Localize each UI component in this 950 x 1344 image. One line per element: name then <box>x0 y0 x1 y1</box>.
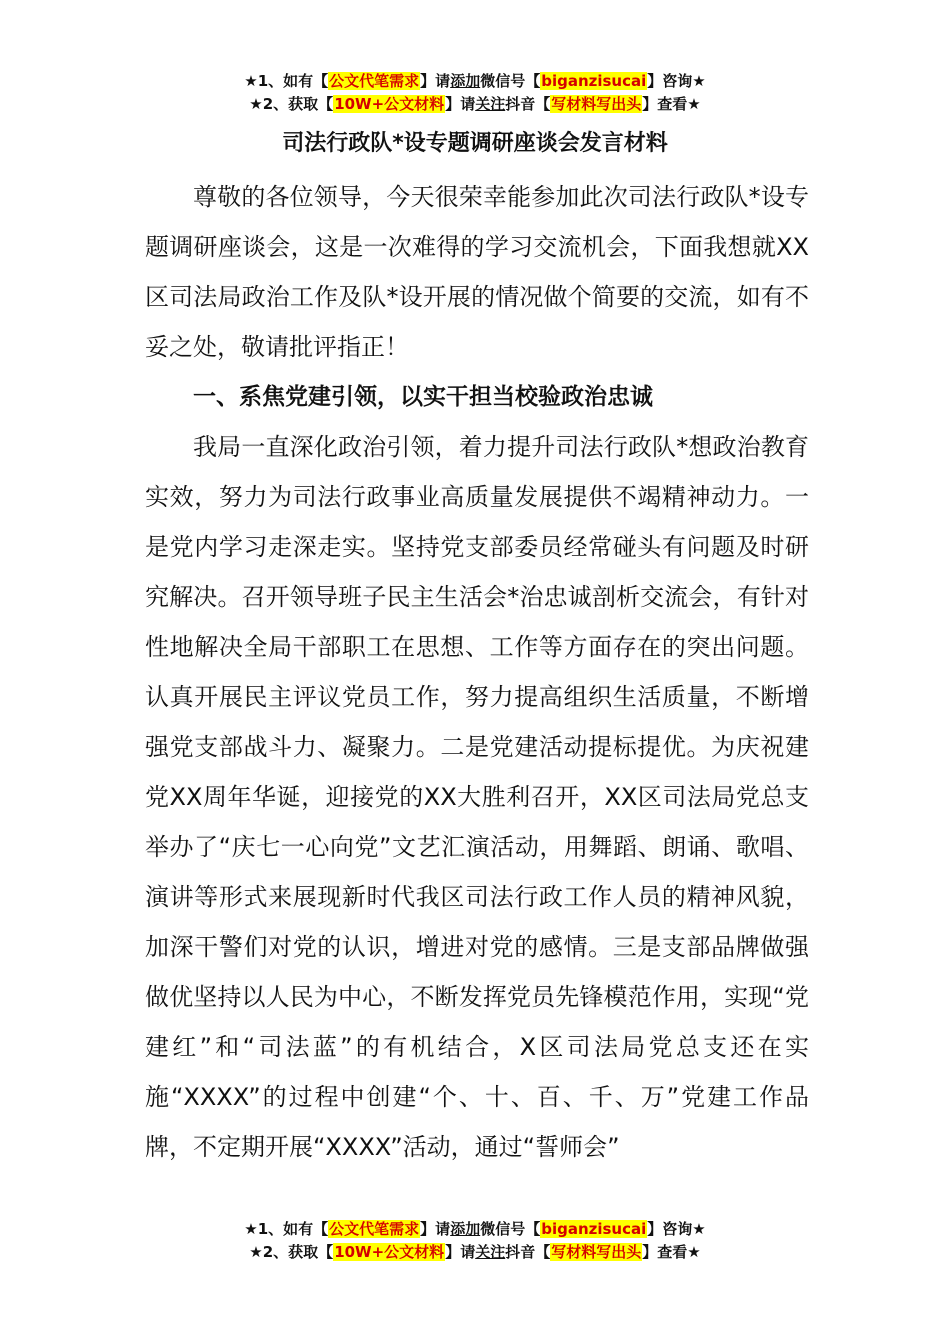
promo-text: 】请 <box>445 1243 476 1261</box>
promo-text: 】咨询★ <box>647 72 706 90</box>
promo-underline: 关注 <box>475 1243 506 1261</box>
promo-highlight: 10W+公文材料 <box>334 95 445 113</box>
promo-text: 】请 <box>420 1220 451 1238</box>
promo-text: 】查看★ <box>642 1243 701 1261</box>
promo-highlight: biganzisucai <box>541 1220 647 1238</box>
promo-highlight: biganzisucai <box>541 72 647 90</box>
promo-text: 微信号【 <box>480 1220 541 1238</box>
document-title: 司法行政队*设专题调研座谈会发言材料 <box>282 131 668 156</box>
promo-text: 】咨询★ <box>647 1220 706 1238</box>
promo-highlight: 写材料写出头 <box>551 1243 642 1261</box>
promo-underline: 添加 <box>450 72 481 90</box>
promo-text: 】查看★ <box>642 95 701 113</box>
promo-line-1 <box>0 1218 950 1241</box>
promo-line-1 <box>0 70 950 93</box>
promo-text: 微信号【 <box>480 72 541 90</box>
promo-line-2 <box>0 93 950 116</box>
promo-line-2 <box>0 1241 950 1264</box>
promo-text: 】请 <box>420 72 451 90</box>
promo-text: ★1、如有【 <box>244 1220 329 1238</box>
promo-text: 抖音【 <box>505 95 551 113</box>
promo-highlight: 公文代笔需求 <box>329 1220 420 1238</box>
promo-highlight: 公文代笔需求 <box>329 72 420 90</box>
promo-text: 】请 <box>445 95 476 113</box>
promo-banner-top <box>0 70 950 116</box>
promo-text: ★2、获取【 <box>249 95 334 113</box>
section-paragraph: 我局一直深化政治引领，着力提升司法行政队*想政治教育实效，努力为司法行政事业高质量发展提供不竭精神动力。一是党内学习走深走实。坚持党支部委员经常碰头有问题及时研究解决。召开领导班子民主生活会*治忠诚剖析交流会，有针对性地解决全局干部职工在思想、工作等方面存在的突出问题。认真开展民主评议党员工作，努力提高组织生活质量，不断增强党支部战斗力、凝聚力。二是党建活动提标提优。为庆祝建党XX周年华诞，迎接党的XX大胜利召开，XX区司法局党总支举办了“庆七一心向党”文艺汇演活动，用舞蹈、朗诵、歌唱、演讲等形式来展现新时代我区司法行政工作人员的精神风貌，加深干警们对党的认识，增进对党的感情。三是支部品牌做强做优坚持以人民为中心，不断发挥党员先锋模范作用，实现“党建红”和“司法蓝”的有机结合，X区司法局党总支还在实施“XXXX”的过程中创建“个、十、百、千、万”党建工作品牌，不定期开展“XXXX”活动，通过“誓师会” <box>145 433 809 1161</box>
document-body <box>145 172 809 1172</box>
intro-paragraph: 尊敬的各位领导，今天很荣幸能参加此次司法行政队*设专题调研座谈会，这是一次难得的学习交流机会，下面我想就XX区司法局政治工作及队*设开展的情况做个简要的交流，如有不妥之处，敬请批评指正！ <box>145 183 809 361</box>
promo-highlight: 写材料写出头 <box>551 95 642 113</box>
section-heading: 一、系焦党建引领，以实干担当校验政治忠诚 <box>193 384 653 410</box>
promo-text: ★1、如有【 <box>244 72 329 90</box>
promo-text: ★2、获取【 <box>249 1243 334 1261</box>
promo-underline: 添加 <box>450 1220 481 1238</box>
promo-underline: 关注 <box>475 95 506 113</box>
promo-text: 抖音【 <box>505 1243 551 1261</box>
promo-highlight: 10W+公文材料 <box>334 1243 445 1261</box>
promo-banner-bottom <box>0 1218 950 1264</box>
